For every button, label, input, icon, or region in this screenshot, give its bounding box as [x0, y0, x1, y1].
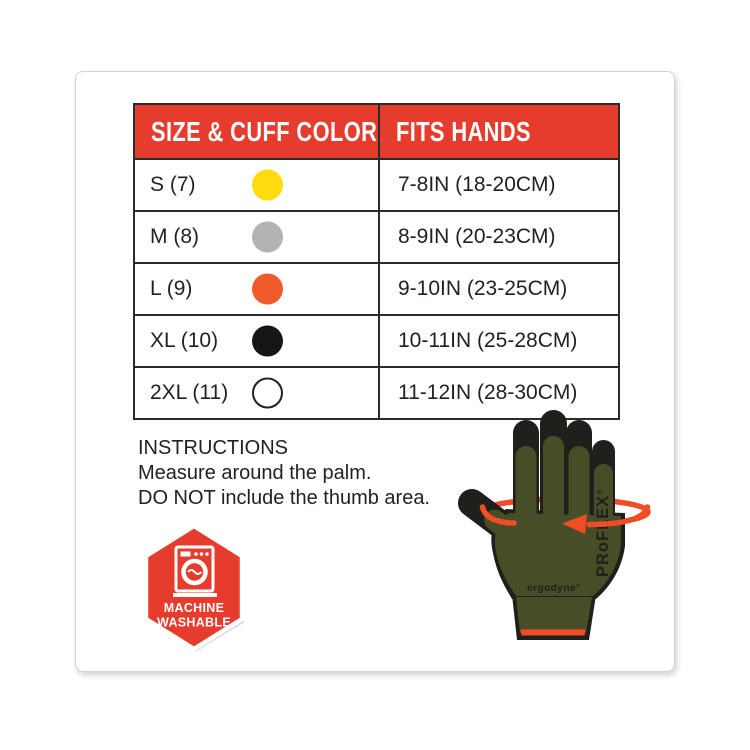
cuff-color-swatch-black: [252, 326, 283, 357]
size-cell: [134, 367, 379, 419]
instructions-line: DO NOT include the thumb area.: [138, 487, 430, 509]
fits-value: 9-10IN (23-25CM): [379, 263, 619, 315]
machine-washable-badge: [138, 522, 250, 654]
instructions-line: Measure around the palm.: [138, 462, 372, 484]
col-header-fits-hands: [379, 104, 619, 159]
size-cell: [134, 211, 379, 263]
size-label: 2XL (11): [150, 381, 229, 404]
badge-text-line2: WASHABLE: [157, 615, 231, 630]
size-label: S (7): [150, 173, 196, 196]
col-header-size-cuff-color: [134, 104, 379, 159]
cuff-color-swatch-orange: [252, 274, 283, 305]
table-row-xl: [134, 315, 619, 367]
size-label: L (9): [150, 277, 193, 300]
table-row-l: [134, 263, 619, 315]
badge-text-line1: MACHINE: [163, 601, 225, 615]
header-label: SIZE & CUFF COLOR: [151, 115, 378, 147]
cuff-color-swatch-gray: [252, 222, 283, 253]
registered-mark: ®: [575, 583, 581, 590]
table-row-s: [134, 159, 619, 211]
table-row-m: [134, 211, 619, 263]
cuff-color-swatch-white: [252, 378, 283, 409]
header-label: FITS HANDS: [396, 115, 531, 147]
size-label: M (8): [150, 225, 199, 248]
glove-brand-cuff: ergodyne®: [527, 582, 581, 594]
cuff-stripe: [521, 630, 586, 636]
table-header-row: [134, 104, 619, 159]
size-cell: [134, 315, 379, 367]
fits-value: 8-9IN (20-23CM): [379, 211, 619, 263]
instructions-block: [138, 436, 430, 511]
fits-value: 10-11IN (25-28CM): [379, 315, 619, 367]
badge-hexagon: [146, 526, 242, 649]
size-label: XL (10): [150, 329, 219, 352]
glove-brand-vertical: PRoFLEX®: [594, 488, 612, 577]
glove-illustration: [450, 403, 655, 645]
size-cell: [134, 263, 379, 315]
instructions-title: INSTRUCTIONS: [138, 437, 288, 459]
registered-mark: ®: [597, 488, 604, 495]
cuff-color-swatch-yellow: [252, 170, 283, 201]
size-table: [133, 103, 620, 420]
size-cell: [134, 159, 379, 211]
fits-value: 11-12IN (28-30CM): [379, 367, 619, 419]
fits-value: 7-8IN (18-20CM): [379, 159, 619, 211]
